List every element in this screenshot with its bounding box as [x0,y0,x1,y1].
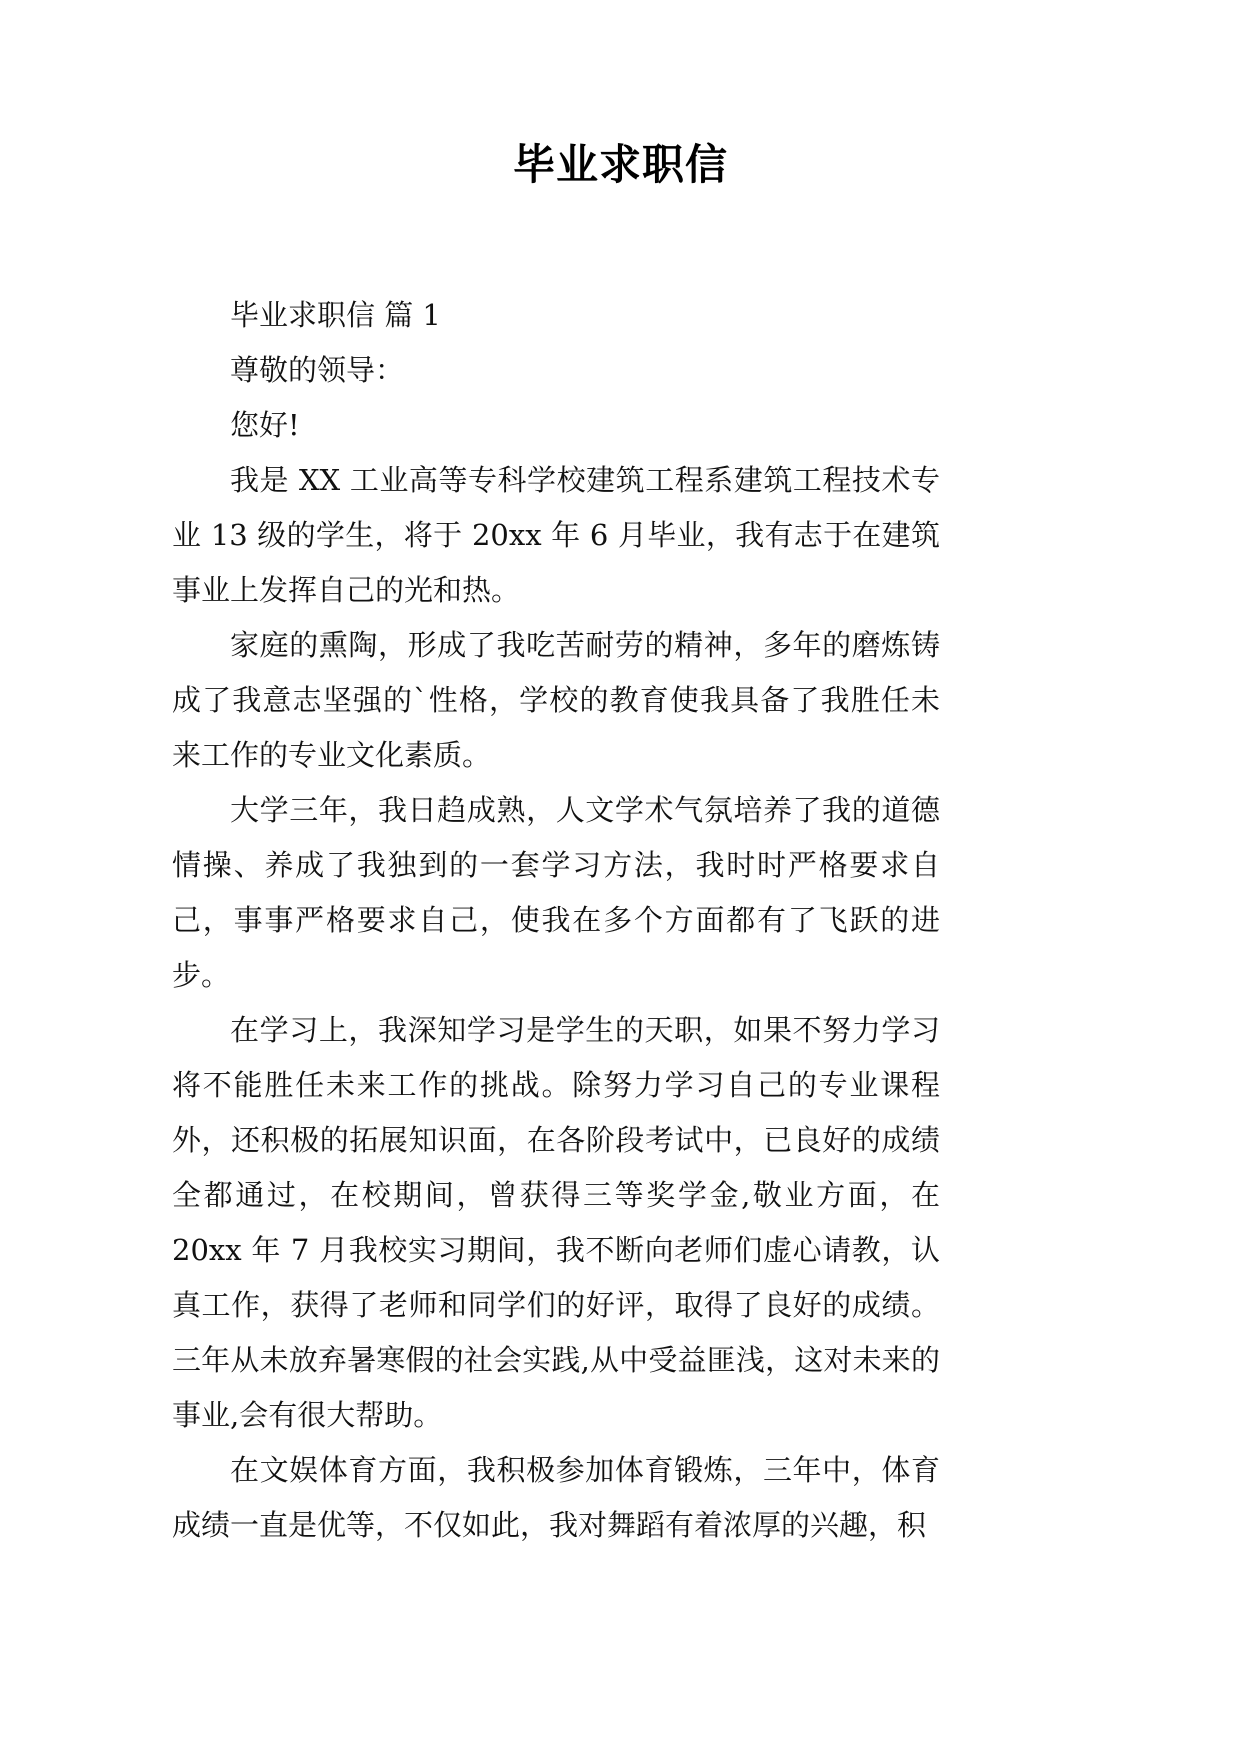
body-paragraph: 我是 XX 工业高等专科学校建筑工程系建筑工程技术专业 13 级的学生，将于 20xx 年 6 月毕业，我有志于在建筑事业上发挥自己的光和热。 [172,463,940,607]
letter-greeting: 您好! [230,408,300,442]
letter-body [172,288,940,1553]
document-title: 毕业求职信 [512,140,728,189]
letter-subtitle: 毕业求职信 篇 1 [230,298,441,332]
letter-salutation: 尊敬的领导： [230,353,405,387]
body-paragraph: 在文娱体育方面，我积极参加体育锻炼，三年中，体育成绩一直是优等，不仅如此，我对舞蹈有着浓厚的兴趣，积 [172,1453,940,1542]
body-paragraph: 家庭的熏陶，形成了我吃苦耐劳的精神，多年的磨炼铸成了我意志坚强的`性格，学校的教育使我具备了我胜任未来工作的专业文化素质。 [172,628,940,772]
body-paragraph: 在学习上，我深知学习是学生的天职，如果不努力学习将不能胜任未来工作的挑战。除努力学习自己的专业课程外，还积极的拓展知识面，在各阶段考试中，已良好的成绩全都通过，在校期间，曾获得三等奖学金,敬业方面，在 20xx 年 7 月我校实习期间，我不断向老师们虚心请教，认真工作，获得了老师和同学们的好评，取得了良好的成绩。三年从未放弃暑寒假的社会实践,从中受益匪浅，这对未来的事业,会有很大帮助。 [172,1013,940,1432]
body-paragraph: 大学三年，我日趋成熟，人文学术气氛培养了我的道德情操、养成了我独到的一套学习方法，我时时严格要求自己，事事严格要求自己，使我在多个方面都有了飞跃的进步。 [172,793,940,992]
